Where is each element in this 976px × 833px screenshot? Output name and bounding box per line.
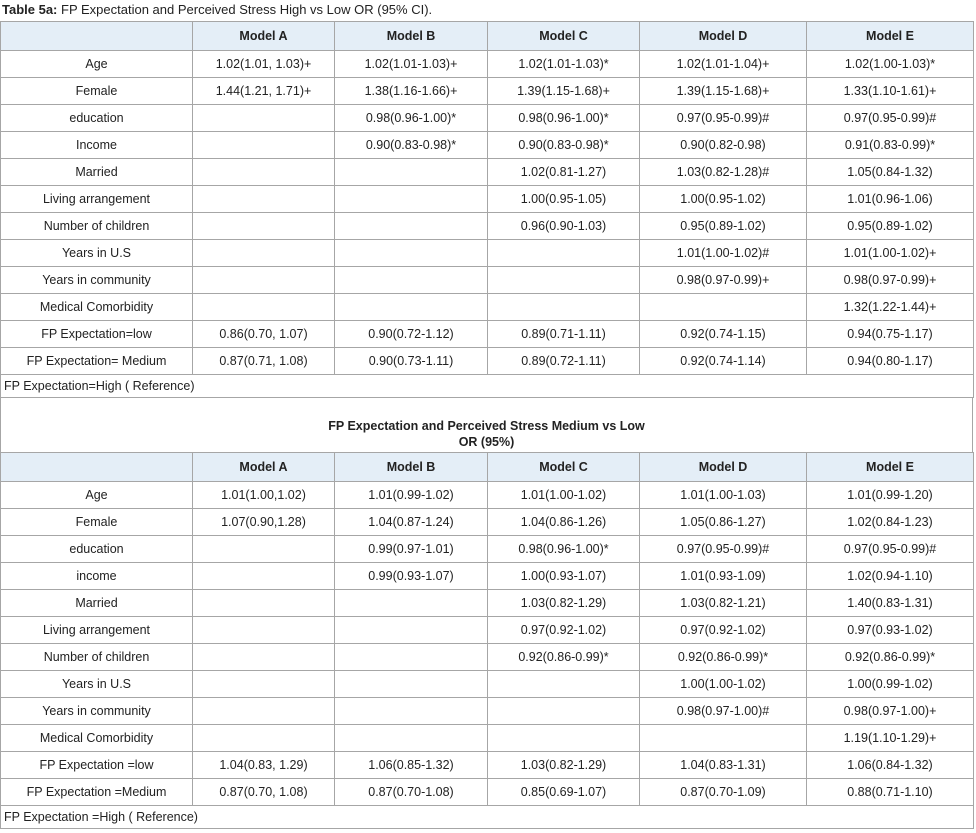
t1-column-header — [1, 22, 193, 51]
t2-row-label: FP Expectation =Medium — [1, 779, 193, 806]
t2-cell — [640, 725, 807, 752]
t2-column-header: Model B — [335, 453, 488, 482]
section2-title — [1, 418, 972, 450]
section2-title-line1: FP Expectation and Perceived Stress Medium vs Low — [328, 419, 645, 433]
t1-reference-row — [1, 375, 974, 398]
t1-column-header: Model B — [335, 22, 488, 51]
t2-table-row — [1, 536, 974, 563]
t2-cell: 1.03(0.82-1.21) — [640, 590, 807, 617]
t1-cell: 0.87(0.71, 1.08) — [193, 348, 335, 375]
t1-table-row — [1, 240, 974, 267]
t1-cell — [640, 294, 807, 321]
t2-row-label: Medical Comorbidity — [1, 725, 193, 752]
t2-cell: 0.97(0.95-0.99)# — [640, 536, 807, 563]
t2-cell: 1.04(0.83, 1.29) — [193, 752, 335, 779]
t1-cell: 0.92(0.74-1.14) — [640, 348, 807, 375]
t2-cell — [335, 644, 488, 671]
t1-cell: 0.94(0.80-1.17) — [807, 348, 974, 375]
t1-cell: 0.95(0.89-1.02) — [640, 213, 807, 240]
caption-label: Table 5a: — [2, 2, 58, 17]
t2-row-label: income — [1, 563, 193, 590]
t1-cell: 1.01(1.00-1.02)+ — [807, 240, 974, 267]
t2-row-label: Female — [1, 509, 193, 536]
t1-cell: 0.90(0.82-0.98) — [640, 132, 807, 159]
t2-cell: 0.92(0.86-0.99)* — [640, 644, 807, 671]
t1-column-header: Model C — [488, 22, 640, 51]
t1-cell: 0.97(0.95-0.99)# — [640, 105, 807, 132]
t1-table-row — [1, 51, 974, 78]
t1-cell: 0.90(0.72-1.12) — [335, 321, 488, 348]
t2-cell: 1.40(0.83-1.31) — [807, 590, 974, 617]
t2-cell — [193, 725, 335, 752]
t2-cell: 0.92(0.86-0.99)* — [807, 644, 974, 671]
t2-row-label: Years in community — [1, 698, 193, 725]
t2-cell: 1.02(0.94-1.10) — [807, 563, 974, 590]
t1-cell — [193, 159, 335, 186]
t1-row-label: education — [1, 105, 193, 132]
t1-cell: 1.05(0.84-1.32) — [807, 159, 974, 186]
t2-cell — [335, 671, 488, 698]
t2-table-row — [1, 617, 974, 644]
t1-column-header: Model A — [193, 22, 335, 51]
t2-cell: 1.19(1.10-1.29)+ — [807, 725, 974, 752]
t2-cell: 1.06(0.85-1.32) — [335, 752, 488, 779]
t1-cell: 1.39(1.15-1.68)+ — [488, 78, 640, 105]
t1-table-row — [1, 186, 974, 213]
t2-cell: 1.07(0.90,1.28) — [193, 509, 335, 536]
t2-cell — [193, 644, 335, 671]
t2-cell — [488, 725, 640, 752]
t1-cell: 1.39(1.15-1.68)+ — [640, 78, 807, 105]
t2-row-label: Years in U.S — [1, 671, 193, 698]
t2-cell: 0.98(0.97-1.00)# — [640, 698, 807, 725]
t1-cell — [335, 240, 488, 267]
t1-cell — [488, 267, 640, 294]
t1-cell: 0.97(0.95-0.99)# — [807, 105, 974, 132]
t2-cell — [488, 698, 640, 725]
t2-reference-row — [1, 806, 974, 829]
t2-cell — [488, 671, 640, 698]
t1-cell: 0.96(0.90-1.03) — [488, 213, 640, 240]
t1-table-row — [1, 213, 974, 240]
t1-row-label: Living arrangement — [1, 186, 193, 213]
t2-cell — [335, 617, 488, 644]
t2-cell — [193, 617, 335, 644]
t2-table-row — [1, 779, 974, 806]
t1-cell: 1.02(1.00-1.03)* — [807, 51, 974, 78]
t2-cell: 0.97(0.95-0.99)# — [807, 536, 974, 563]
t1-row-label: Years in community — [1, 267, 193, 294]
t2-row-label: Number of children — [1, 644, 193, 671]
t2-table-row — [1, 509, 974, 536]
t1-cell — [193, 186, 335, 213]
t2-table-row — [1, 698, 974, 725]
t2-table-row — [1, 482, 974, 509]
t1-cell — [193, 105, 335, 132]
t2-column-header: Model A — [193, 453, 335, 482]
t1-row-label: FP Expectation= Medium — [1, 348, 193, 375]
t2-cell: 1.01(1.00,1.02) — [193, 482, 335, 509]
t1-table-row — [1, 267, 974, 294]
t2-cell — [335, 698, 488, 725]
t1-table-row — [1, 321, 974, 348]
t1-cell: 1.00(0.95-1.05) — [488, 186, 640, 213]
section2-title-line2: OR (95%) — [458, 435, 515, 449]
t1-cell: 0.86(0.70, 1.07) — [193, 321, 335, 348]
t2-cell: 0.87(0.70-1.09) — [640, 779, 807, 806]
t1-table-row — [1, 348, 974, 375]
t2-column-header: Model D — [640, 453, 807, 482]
t1-cell — [193, 294, 335, 321]
t2-cell: 0.97(0.93-1.02) — [807, 617, 974, 644]
t2-table-row — [1, 644, 974, 671]
t1-row-label: FP Expectation=low — [1, 321, 193, 348]
t1-cell: 0.95(0.89-1.02) — [807, 213, 974, 240]
t2-cell: 1.01(0.99-1.20) — [807, 482, 974, 509]
caption-text: FP Expectation and Perceived Stress High vs Low OR (95% CI). — [57, 2, 433, 17]
t1-cell: 0.90(0.73-1.11) — [335, 348, 488, 375]
t1-cell: 1.02(1.01-1.03)* — [488, 51, 640, 78]
t2-cell — [193, 671, 335, 698]
table-high-vs-low — [0, 21, 974, 398]
t2-table-row — [1, 752, 974, 779]
table-caption — [2, 0, 432, 20]
t1-cell — [193, 267, 335, 294]
t2-cell: 0.98(0.97-1.00)+ — [807, 698, 974, 725]
t2-cell: 0.88(0.71-1.10) — [807, 779, 974, 806]
t1-table-row — [1, 159, 974, 186]
t1-cell: 1.32(1.22-1.44)+ — [807, 294, 974, 321]
t2-table-row — [1, 590, 974, 617]
t1-cell: 1.38(1.16-1.66)+ — [335, 78, 488, 105]
t2-cell — [335, 725, 488, 752]
t2-cell: 1.03(0.82-1.29) — [488, 590, 640, 617]
t1-cell — [193, 213, 335, 240]
t1-row-label: Years in U.S — [1, 240, 193, 267]
t1-row-label: Age — [1, 51, 193, 78]
t1-cell: 1.02(1.01-1.04)+ — [640, 51, 807, 78]
t2-cell: 0.99(0.97-1.01) — [335, 536, 488, 563]
t1-cell: 0.94(0.75-1.17) — [807, 321, 974, 348]
t2-cell — [193, 590, 335, 617]
t1-column-header: Model E — [807, 22, 974, 51]
t2-cell: 1.00(1.00-1.02) — [640, 671, 807, 698]
t1-cell: 1.44(1.21, 1.71)+ — [193, 78, 335, 105]
t2-row-label: Living arrangement — [1, 617, 193, 644]
t2-cell — [335, 590, 488, 617]
t1-table-row — [1, 294, 974, 321]
t1-cell: 1.02(0.81-1.27) — [488, 159, 640, 186]
t2-cell — [193, 536, 335, 563]
t1-row-label: Number of children — [1, 213, 193, 240]
t2-cell: 1.01(1.00-1.02) — [488, 482, 640, 509]
t2-cell: 1.03(0.82-1.29) — [488, 752, 640, 779]
t1-cell — [193, 132, 335, 159]
t2-cell: 1.01(1.00-1.03) — [640, 482, 807, 509]
section2-header — [0, 398, 973, 452]
t1-cell: 0.98(0.96-1.00)* — [335, 105, 488, 132]
t1-cell: 0.98(0.96-1.00)* — [488, 105, 640, 132]
t2-cell: 1.00(0.99-1.02) — [807, 671, 974, 698]
t2-column-header: Model E — [807, 453, 974, 482]
t1-reference-note: FP Expectation=High ( Reference) — [1, 375, 974, 398]
t1-cell: 1.02(1.01-1.03)+ — [335, 51, 488, 78]
t2-cell: 0.87(0.70, 1.08) — [193, 779, 335, 806]
t1-cell: 1.33(1.10-1.61)+ — [807, 78, 974, 105]
t1-header-row — [1, 22, 974, 51]
t2-cell: 0.85(0.69-1.07) — [488, 779, 640, 806]
t2-cell: 1.06(0.84-1.32) — [807, 752, 974, 779]
t2-column-header — [1, 453, 193, 482]
t1-cell: 0.90(0.83-0.98)* — [335, 132, 488, 159]
table-medium-vs-low — [0, 452, 974, 829]
t2-cell: 0.87(0.70-1.08) — [335, 779, 488, 806]
t2-cell: 0.99(0.93-1.07) — [335, 563, 488, 590]
t1-table-row — [1, 132, 974, 159]
t1-cell — [335, 267, 488, 294]
t2-row-label: FP Expectation =low — [1, 752, 193, 779]
t2-cell: 1.04(0.83-1.31) — [640, 752, 807, 779]
t1-cell: 1.01(0.96-1.06) — [807, 186, 974, 213]
t1-cell: 0.91(0.83-0.99)* — [807, 132, 974, 159]
t1-cell — [193, 240, 335, 267]
t1-row-label: Income — [1, 132, 193, 159]
t1-table-row — [1, 105, 974, 132]
t1-cell: 0.89(0.72-1.11) — [488, 348, 640, 375]
t2-table-row — [1, 671, 974, 698]
t1-column-header: Model D — [640, 22, 807, 51]
t2-cell: 1.01(0.99-1.02) — [335, 482, 488, 509]
t1-cell — [488, 294, 640, 321]
t1-cell — [335, 294, 488, 321]
t1-cell — [335, 159, 488, 186]
t1-row-label: Medical Comorbidity — [1, 294, 193, 321]
t2-cell: 0.97(0.92-1.02) — [640, 617, 807, 644]
t1-cell: 0.90(0.83-0.98)* — [488, 132, 640, 159]
t1-row-label: Married — [1, 159, 193, 186]
t1-cell: 0.92(0.74-1.15) — [640, 321, 807, 348]
t2-table-row — [1, 563, 974, 590]
t2-cell: 1.04(0.87-1.24) — [335, 509, 488, 536]
t1-cell: 1.03(0.82-1.28)# — [640, 159, 807, 186]
t1-cell: 1.00(0.95-1.02) — [640, 186, 807, 213]
t2-cell: 0.92(0.86-0.99)* — [488, 644, 640, 671]
t2-cell: 0.97(0.92-1.02) — [488, 617, 640, 644]
t2-cell: 1.05(0.86-1.27) — [640, 509, 807, 536]
t2-header-row — [1, 453, 974, 482]
t2-cell: 1.04(0.86-1.26) — [488, 509, 640, 536]
t1-cell: 1.01(1.00-1.02)# — [640, 240, 807, 267]
t1-row-label: Female — [1, 78, 193, 105]
t1-cell — [488, 240, 640, 267]
t1-cell — [335, 186, 488, 213]
t2-reference-note: FP Expectation =High ( Reference) — [1, 806, 974, 829]
t1-table-row — [1, 78, 974, 105]
t2-cell — [193, 698, 335, 725]
t1-cell: 1.02(1.01, 1.03)+ — [193, 51, 335, 78]
t1-cell: 0.98(0.97-0.99)+ — [807, 267, 974, 294]
t2-cell: 1.01(0.93-1.09) — [640, 563, 807, 590]
t2-cell: 1.00(0.93-1.07) — [488, 563, 640, 590]
t2-cell: 1.02(0.84-1.23) — [807, 509, 974, 536]
t1-cell — [335, 213, 488, 240]
t1-cell: 0.98(0.97-0.99)+ — [640, 267, 807, 294]
t2-row-label: Married — [1, 590, 193, 617]
t2-row-label: education — [1, 536, 193, 563]
t2-cell — [193, 563, 335, 590]
t2-column-header: Model C — [488, 453, 640, 482]
t2-cell: 0.98(0.96-1.00)* — [488, 536, 640, 563]
t1-cell: 0.89(0.71-1.11) — [488, 321, 640, 348]
t2-row-label: Age — [1, 482, 193, 509]
t2-table-row — [1, 725, 974, 752]
